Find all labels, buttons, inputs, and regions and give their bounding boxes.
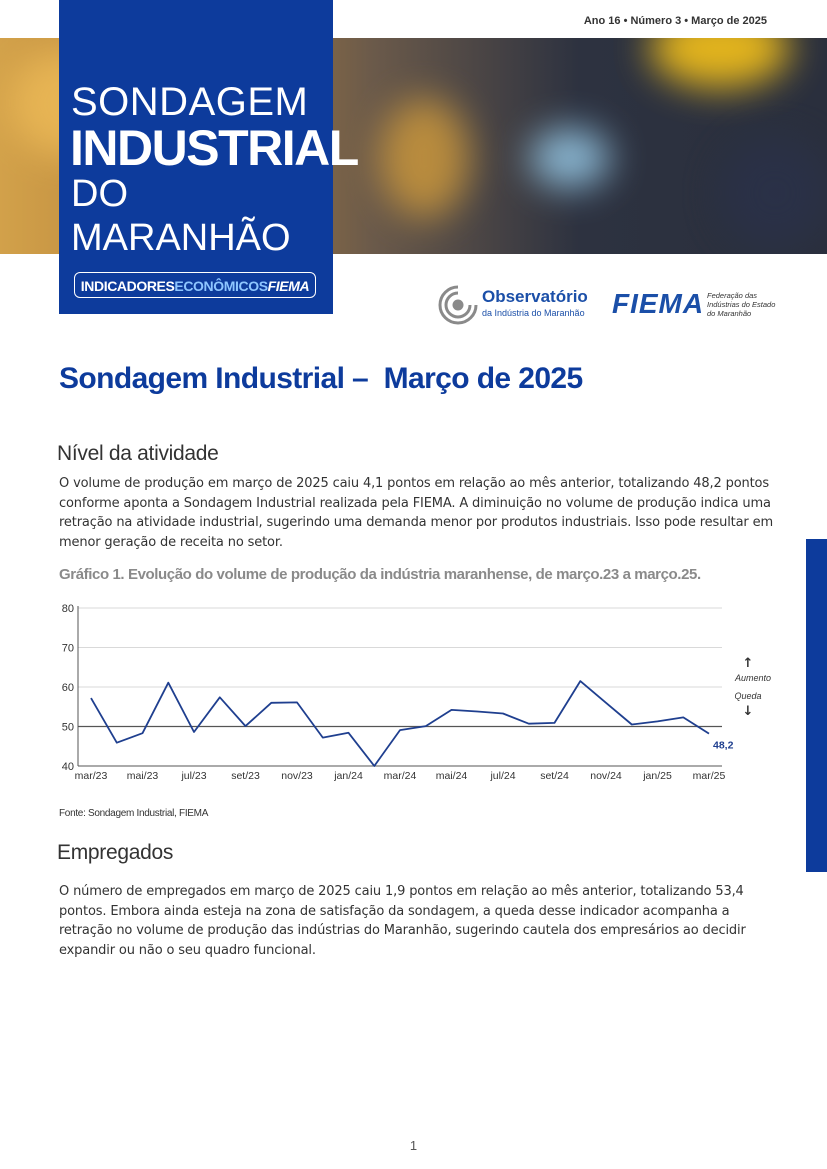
production-series-line (91, 681, 709, 766)
x-tick-label: set/23 (231, 770, 260, 782)
x-tick-label: set/24 (540, 770, 569, 782)
x-tick-label: mar/25 (692, 770, 726, 782)
x-tick-label: jul/24 (490, 770, 516, 782)
x-tick-label: nov/23 (281, 770, 313, 782)
fiema-logo (612, 288, 782, 324)
x-tick-label: jan/24 (334, 770, 363, 782)
empregados-paragraph: O número de empregados em março de 2025 caiu 1,9 pontos em relação ao mês anterior, totalizando 53,4 pontos. Embora ainda esteja na zona de satisfação da sondagem, a queda desse indicador acompanha a retração no volume de produção das indústrias do Maranhão, sugerindo cautela dos empresários ao decidir expandir ou não o seu quadro funcional. (59, 884, 746, 958)
x-tick-label: mar/23 (74, 770, 108, 782)
observatorio-logo (438, 283, 598, 327)
badge-part-1: INDICADORES (80, 278, 175, 294)
legend-queda: Queda (734, 691, 762, 701)
y-tick-label: 40 (61, 761, 74, 773)
y-tick-label: 70 (61, 642, 74, 655)
y-tick-label: 60 (61, 682, 74, 694)
title-line-3: DO MARANHÃO (71, 173, 291, 259)
production-line-chart (0, 595, 827, 785)
x-tick-label: mai/24 (435, 770, 468, 782)
arrow-down-icon: ↓ (742, 704, 754, 719)
publication-title-box (59, 0, 358, 314)
chart-source: Fonte: Sondagem Industrial, FIEMA (59, 808, 209, 819)
y-tick-label: 50 (61, 721, 74, 734)
observatorio-icon (438, 283, 478, 327)
x-tick-label: mar/24 (383, 770, 417, 782)
page-number: 1 (409, 1138, 418, 1153)
x-tick-label: jul/23 (181, 770, 207, 782)
y-tick-label: 80 (61, 603, 74, 615)
edition-info: Ano 16 • Número 3 • Março de 2025 (583, 15, 767, 27)
arrow-up-icon: ↑ (742, 656, 754, 671)
badge-part-3: FIEMA (267, 278, 310, 294)
badge-part-2: ECONÔMICOS (174, 278, 268, 294)
chart-caption: Gráfico 1. Evolução do volume de produção da indústria maranhense, de março.23 a março.25. (59, 566, 701, 583)
x-tick-label: nov/24 (590, 770, 622, 782)
observatorio-name: Observatório (482, 287, 588, 306)
fiema-description: Federação das Indústrias do Estado do Maranhão (707, 291, 776, 318)
atividade-paragraph: O volume de produção em março de 2025 caiu 4,1 pontos em relação ao mês anterior, totalizando 48,2 pontos conforme aponta a Sondagem Industrial realizada pela FIEMA. A diminuição no volume de produção indica uma retração na atividade industrial, sugerindo uma demanda menor por produtos industriais. Isso pode resultar em menor geração de receita no setor. (59, 476, 773, 550)
legend-aumento: Aumento (734, 673, 772, 683)
observatorio-subtitle: da Indústria do Maranhão (482, 308, 585, 318)
title-line-2: INDUSTRIAL (70, 120, 358, 176)
x-tick-label: mai/23 (126, 770, 159, 782)
fiema-wordmark: FIEMA (612, 288, 705, 319)
x-tick-label: jan/25 (643, 770, 672, 782)
side-accent-bar (806, 539, 827, 872)
last-value-label: 48,2 (713, 739, 734, 752)
page-title: Sondagem Industrial – Março de 2025 (59, 362, 583, 395)
section-heading-empregados: Empregados (57, 841, 174, 864)
section-heading-atividade: Nível da atividade (57, 442, 219, 465)
indicadores-badge (74, 272, 316, 298)
title-line-1: SONDAGEM (71, 80, 309, 124)
